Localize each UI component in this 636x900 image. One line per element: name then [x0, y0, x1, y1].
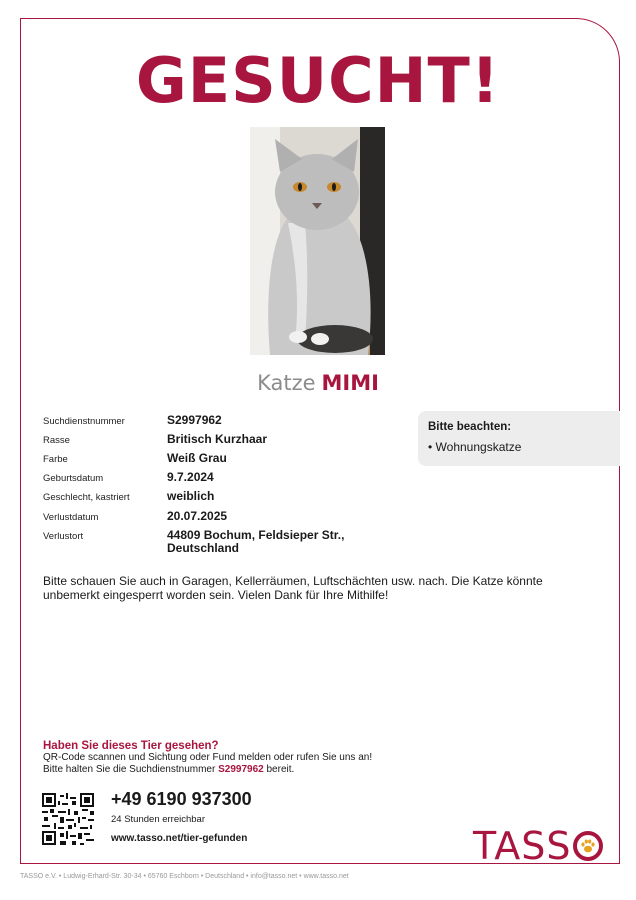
- pet-species: Katze: [257, 371, 316, 395]
- search-number: S2997962: [218, 763, 264, 775]
- sighting-line-1: QR-Code scannen und Sichtung oder Fund melden oder rufen Sie uns an!: [43, 752, 373, 763]
- cat-photo: [250, 127, 385, 355]
- detail-label: Verlustdatum: [43, 512, 99, 523]
- availability-text: 24 Stunden erreichbar: [111, 814, 206, 825]
- detail-value: weiblich: [167, 489, 215, 503]
- detail-value: 9.7.2024: [167, 470, 214, 484]
- detail-row-geschlecht: [43, 490, 373, 510]
- detail-value: S2997962: [167, 413, 222, 427]
- detail-row-verlustort: [43, 529, 373, 559]
- sighting-section: [43, 740, 603, 775]
- detail-row-geburtsdatum: [43, 471, 373, 490]
- tasso-logo-text: TASS: [473, 824, 572, 868]
- sighting-line-2-post: bereit.: [263, 763, 295, 775]
- pet-name: MIMI: [321, 371, 379, 395]
- detail-row-suchdienstnummer: [43, 414, 373, 433]
- detail-value: Weiß Grau: [167, 451, 227, 465]
- note-heading: Bitte beachten:: [428, 421, 512, 433]
- detail-value: 20.07.2025: [167, 509, 228, 523]
- note-item: • Wohnungskatze: [428, 440, 522, 454]
- detail-label: Geschlecht, kastriert: [43, 492, 130, 503]
- detail-label: Verlustort: [43, 531, 84, 542]
- poster-title: GESUCHT!: [135, 44, 501, 117]
- tasso-logo: [473, 824, 603, 868]
- paw-icon: [573, 831, 603, 861]
- search-paragraph: Bitte schauen Sie auch in Garagen, Kellerräumen, Luftschächten usw. nach. Die Katze könnte unbemerkt eingesperrt worden sein. Vielen Dank für Ihre Mithilfe!: [43, 574, 543, 602]
- sighting-line-2: [43, 764, 603, 776]
- qr-code-icon[interactable]: [42, 793, 94, 845]
- detail-value: Britisch Kurzhaar: [167, 432, 268, 446]
- detail-row-farbe: [43, 452, 373, 471]
- website-link[interactable]: www.tasso.net/tier-gefunden: [111, 833, 248, 844]
- detail-value: 44809 Bochum, Feldsieper Str., Deutschland: [167, 528, 345, 555]
- detail-label: Rasse: [43, 435, 70, 446]
- footer-address: TASSO e.V. • Ludwig-Erhard-Str. 30-34 • 65760 Eschborn • Deutschland • info@tasso.net • www.tasso.net: [20, 873, 349, 880]
- sighting-line-2-pre: Bitte halten Sie die Suchdienstnummer: [43, 763, 219, 775]
- note-box: [418, 411, 620, 466]
- detail-label: Suchdienstnummer: [43, 416, 125, 427]
- pet-name-heading: [0, 371, 636, 395]
- detail-label: Geburtsdatum: [43, 473, 104, 484]
- phone-number[interactable]: +49 6190 937300: [111, 789, 252, 809]
- detail-label: Farbe: [43, 454, 68, 465]
- details-table: [43, 414, 373, 559]
- sighting-heading: Haben Sie dieses Tier gesehen?: [43, 740, 219, 752]
- detail-row-rasse: [43, 433, 373, 452]
- detail-row-verlustdatum: [43, 510, 373, 529]
